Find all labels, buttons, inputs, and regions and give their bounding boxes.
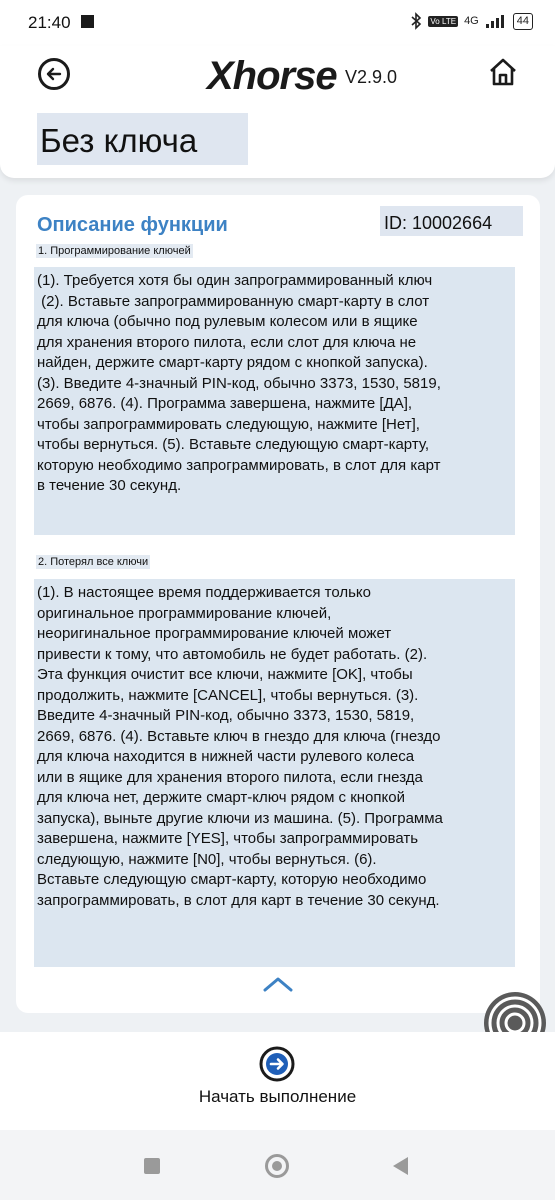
battery-indicator: 44: [513, 13, 533, 30]
item-label: 1. Программирование ключей: [38, 245, 191, 257]
system-nav-bar: [0, 1130, 555, 1200]
item-text: (1). В настоящее время поддерживается только оригинальное программирование ключей, неоригинальное программирование ключей может привести к тому, что автомобиль не будет работать. (2). Эта функция очистит все ключи, нажмите [OK], чтобы продолжить, нажмите [CANCEL], чтобы вернуться. (3). Введите 4-значный PIN-код, обычно 3373, 1530, 5819, 2669, 6876. (4). Вставьте ключ в гнездо для ключа (гнездо для ключа находится в нижней части рулевого колеса или в ящике для хранения второго пилота, если гнезда для ключа нет, держите смарт-ключ рядом с кнопкой запуска), выньте другие ключи из машина. (5). Программа завершена, нажмите [YES], чтобы запрограммировать следующую, нажмите [N0], чтобы вернуться. (6). Вставьте следующую смарт-карту, которую необходимо запрограммировать, в слот для карт в течение 30 секунд.: [37, 584, 443, 909]
start-button[interactable]: [259, 1046, 295, 1082]
chevron-up-icon[interactable]: [262, 975, 294, 993]
app-version: V2.9.0: [345, 67, 398, 87]
nav-back-button[interactable]: [393, 1157, 408, 1175]
bottom-action-panel: [0, 1032, 555, 1130]
back-button[interactable]: [38, 58, 70, 90]
item-label: 2. Потерял все ключи: [38, 556, 149, 568]
home-dot-icon: [272, 1161, 282, 1171]
arrow-left-icon: [45, 65, 63, 83]
home-icon[interactable]: [487, 56, 519, 88]
status-icons: [410, 12, 533, 30]
signal-icon: [485, 13, 507, 29]
recent-apps-button[interactable]: [144, 1158, 160, 1174]
brand-logo: Xhorse: [207, 54, 337, 98]
item-text: (1). Требуется хотя бы один запрограммированный ключ (2). Вставьте запрограммированную смарт-карту в слот для ключа (обычно под рулевым колесом или в ящике для хранения второго пилота, если слот для ключа не найден, держите смарт-карту рядом с кнопкой запуска). (3). Введите 4-значный PIN-код, обычно 3373, 1530, 5819, 2669, 6876. (4). Программа завершена, нажмите [ДА], чтобы запрограммировать следующую, нажмите [Нет], чтобы вернуться. (5). Вставьте следующую смарт-карту, которую необходимо запрограммировать, в слот для карт в течение 30 секунд.: [37, 272, 441, 494]
app-header: [0, 46, 555, 178]
nav-home-button[interactable]: [265, 1154, 289, 1178]
section-title: Описание функции: [37, 214, 228, 236]
start-label[interactable]: Начать выполнение: [198, 1087, 357, 1106]
notification-icon: [81, 15, 94, 28]
status-bar: [0, 0, 555, 46]
status-time: 21:40: [28, 13, 71, 32]
bluetooth-icon: [410, 12, 422, 30]
function-id: ID: 10002664: [384, 213, 493, 233]
volte-badge: Vo LTE: [430, 16, 457, 26]
description-card: [16, 195, 540, 1013]
page-title: Без ключа: [40, 122, 198, 159]
network-type: 4G: [464, 15, 479, 27]
